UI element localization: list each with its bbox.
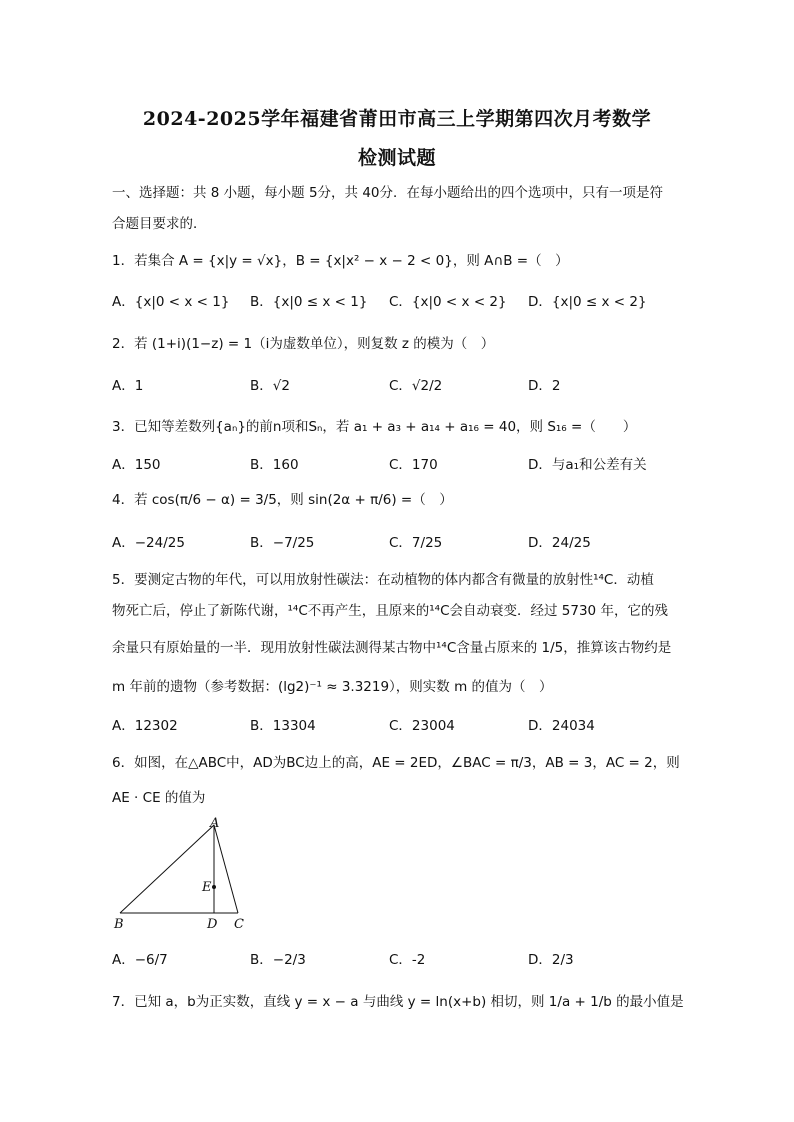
point-e-dot	[212, 885, 216, 889]
question-6-line2: AE · CE 的值为	[112, 790, 206, 806]
question-1-text: 1．若集合 A = {x|y = √x}，B = {x|x² − x − 2 < 0}，则 A∩B =（ ）	[112, 253, 569, 269]
exam-title-line1: 2024-2025学年福建省莆田市高三上学期第四次月考数学	[142, 108, 652, 130]
question-5-line4: m 年前的遗物（参考数据：(lg2)⁻¹ ≈ 3.3219），则实数 m 的值为（ ）	[112, 679, 553, 695]
q3-option-a: A．150	[112, 457, 161, 473]
label-c: C	[234, 917, 244, 932]
q6-option-b: B．−2/3	[250, 952, 306, 968]
q5-option-b: B．13304	[250, 718, 316, 734]
section-intro-line2: 合题目要求的．	[112, 216, 207, 232]
q3-option-d: D．与a₁和公差有关	[528, 457, 647, 473]
q1-option-b: B．{x|0 ≤ x < 1}	[250, 294, 368, 310]
section-intro-line1: 一、选择题：共 8 小题，每小题 5分，共 40分．在每小题给出的四个选项中，只有一项是符	[112, 185, 664, 201]
q5-option-c: C．23004	[389, 718, 455, 734]
q1-option-a: A．{x|0 < x < 1}	[112, 294, 230, 310]
triangle-figure	[110, 815, 260, 935]
question-5-line2: 物死亡后，停止了新陈代谢，¹⁴C不再产生，且原来的¹⁴C会自动衰变．经过 5730 年，它的残	[112, 603, 668, 619]
q1-option-d: D．{x|0 ≤ x < 2}	[528, 294, 647, 310]
q2-option-b: B．√2	[250, 378, 290, 394]
question-5-line1: 5．要测定古物的年代，可以用放射性碳法：在动植物的体内都含有微量的放射性¹⁴C．动植	[112, 572, 654, 588]
side-ab	[120, 825, 214, 913]
q4-option-a: A．−24/25	[112, 535, 185, 551]
question-7-text: 7．已知 a，b为正实数，直线 y = x − a 与曲线 y = ln(x+b) 相切，则 1/a + 1/b 的最小值是	[112, 994, 684, 1010]
question-6-line1: 6．如图，在△ABC中，AD为BC边上的高，AE = 2ED，∠BAC = π/3，AB = 3，AC = 2，则	[112, 755, 680, 771]
label-a: A	[210, 816, 220, 831]
q6-option-a: A．−6/7	[112, 952, 168, 968]
q3-option-c: C．170	[389, 457, 438, 473]
question-5-line3: 余量只有原始量的一半．现用放射性碳法测得某古物中¹⁴C含量占原来的 1/5，推算该古物约是	[112, 640, 672, 656]
side-ac	[214, 825, 238, 913]
q5-option-d: D．24034	[528, 718, 595, 734]
label-d: D	[207, 917, 218, 932]
q4-option-d: D．24/25	[528, 535, 591, 551]
q2-option-a: A．1	[112, 378, 144, 394]
q6-option-d: D．2/3	[528, 952, 574, 968]
q6-option-c: C．-2	[389, 952, 426, 968]
q4-option-b: B．−7/25	[250, 535, 315, 551]
question-2-text: 2．若 (1+i)(1−z) = 1（i为虚数单位），则复数 z 的模为（ ）	[112, 336, 495, 352]
label-e: E	[202, 880, 212, 895]
q2-option-c: C．√2/2	[389, 378, 443, 394]
question-3-text: 3．已知等差数列{aₙ}的前n项和Sₙ，若 a₁ + a₃ + a₁₄ + a₁₆ = 40，则 S₁₆ =（ ）	[112, 419, 637, 435]
label-b: B	[114, 917, 124, 932]
question-4-text: 4．若 cos(π/6 − α) = 3/5，则 sin(2α + π/6) =（ ）	[112, 492, 453, 508]
q5-option-a: A．12302	[112, 718, 178, 734]
q2-option-d: D．2	[528, 378, 561, 394]
exam-title-line2: 检测试题	[357, 147, 436, 169]
q3-option-b: B．160	[250, 457, 299, 473]
q4-option-c: C．7/25	[389, 535, 443, 551]
q1-option-c: C．{x|0 < x < 2}	[389, 294, 507, 310]
